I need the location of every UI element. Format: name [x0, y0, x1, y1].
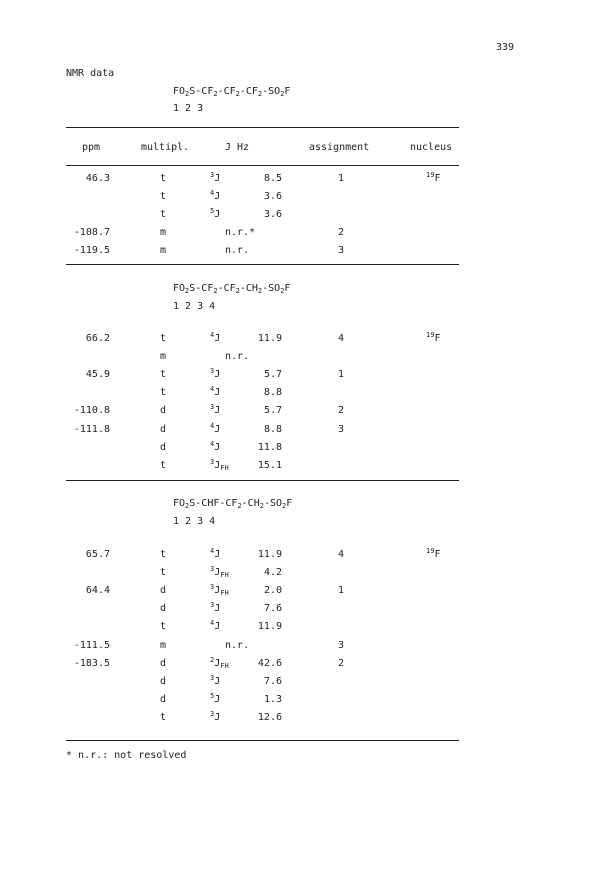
- ppm-cell: 65.7: [85, 549, 110, 560]
- ppm-cell: -183.5: [73, 657, 110, 669]
- section-title: NMR data: [66, 68, 115, 79]
- j-value-cell: 3.6: [263, 209, 282, 221]
- multiplicity-cell: d: [160, 603, 167, 615]
- formula-3: $FO_2S-CHF-CF_2-CH_2-SO_2F$: [173, 498, 293, 510]
- ppm-cell: -108.7: [73, 227, 110, 239]
- j-value-cell: 2.0: [263, 585, 282, 597]
- j-value-cell: 8.8: [263, 387, 282, 399]
- j-value-cell: 5.7: [263, 405, 282, 417]
- multiplicity-cell: t: [160, 711, 167, 723]
- coupling-cell: $^4$J: [210, 421, 221, 435]
- rule-bottom: [66, 740, 459, 741]
- multiplicity-cell: d: [160, 441, 167, 453]
- j-value-cell: 1.3: [263, 693, 282, 705]
- j-value-cell: 4.2: [263, 567, 282, 579]
- j-value-cell: 3.6: [263, 191, 282, 203]
- coupling-cell: n.r.: [225, 245, 250, 257]
- header-j: J Hz: [225, 142, 250, 153]
- coupling-cell: $^2J_{FH}$: [210, 655, 229, 670]
- formula-3-numbering: 1 2 3 4: [173, 516, 216, 527]
- coupling-cell: n.r.*: [225, 227, 256, 239]
- multiplicity-cell: t: [160, 173, 167, 184]
- assignment-cell: 4: [338, 333, 345, 344]
- assignment-cell: 1: [338, 173, 345, 184]
- multiplicity-cell: m: [160, 351, 167, 363]
- coupling-cell: $^4$J: [210, 189, 221, 203]
- coupling-cell: $^3J_{FH}$: [210, 457, 229, 472]
- assignment-cell: 3: [338, 639, 345, 651]
- coupling-cell: $^5$J: [210, 207, 221, 221]
- assignment-cell: 2: [338, 405, 345, 417]
- ppm-cell: -111.5: [73, 639, 110, 651]
- j-value-cell: 11.9: [257, 549, 282, 560]
- assignment-cell: 1: [338, 369, 345, 381]
- multiplicity-cell: d: [160, 675, 167, 687]
- rule-compound-3: [66, 480, 459, 481]
- multiplicity-cell: m: [160, 639, 167, 651]
- coupling-cell: $^4$J: [210, 331, 221, 344]
- j-value-cell: 15.1: [257, 459, 282, 471]
- header-assignment: assignment: [309, 142, 370, 153]
- multiplicity-cell: t: [160, 369, 167, 381]
- assignment-cell: 3: [338, 245, 345, 257]
- j-value-cell: 7.6: [263, 675, 282, 687]
- multiplicity-cell: d: [160, 657, 167, 669]
- coupling-cell: $^3J_{FH}$: [210, 565, 229, 580]
- multiplicity-cell: t: [160, 567, 167, 579]
- multiplicity-cell: t: [160, 209, 167, 221]
- formula-2-numbering: 1 2 3 4: [173, 301, 216, 312]
- coupling-cell: $^4$J: [210, 439, 221, 453]
- ppm-cell: -119.5: [73, 245, 110, 257]
- ppm-cell: 46.3: [85, 173, 110, 184]
- multiplicity-cell: d: [160, 585, 167, 597]
- j-value-cell: 11.9: [257, 333, 282, 344]
- ppm-cell: 45.9: [85, 369, 110, 381]
- multiplicity-cell: d: [160, 405, 167, 417]
- ppm-cell: -110.8: [73, 405, 110, 417]
- multiplicity-cell: t: [160, 333, 167, 344]
- rule-header: [66, 165, 459, 166]
- coupling-cell: $^3$J: [210, 171, 221, 184]
- assignment-cell: 3: [338, 423, 345, 435]
- rule-compound-2: [66, 264, 459, 265]
- ppm-cell: -111.8: [73, 423, 110, 435]
- footnote: * n.r.: not resolved: [66, 750, 187, 761]
- coupling-cell: $^5$J: [210, 691, 221, 705]
- ppm-cell: 66.2: [85, 333, 110, 344]
- assignment-cell: 4: [338, 549, 345, 560]
- coupling-cell: $^4$J: [210, 385, 221, 399]
- rule-top: [66, 127, 459, 128]
- j-value-cell: 42.6: [257, 657, 282, 669]
- coupling-cell: $^3$J: [210, 367, 221, 381]
- ppm-cell: 64.4: [85, 585, 110, 597]
- coupling-cell: n.r.: [225, 639, 250, 651]
- multiplicity-cell: t: [160, 459, 167, 471]
- j-value-cell: 5.7: [263, 369, 282, 381]
- header-ppm: ppm: [82, 142, 101, 153]
- multiplicity-cell: d: [160, 693, 167, 705]
- multiplicity-cell: m: [160, 227, 167, 239]
- multiplicity-cell: t: [160, 549, 167, 560]
- multiplicity-cell: t: [160, 191, 167, 203]
- j-value-cell: 8.5: [263, 173, 282, 184]
- coupling-cell: $^3$J: [210, 403, 221, 417]
- header-multiplicity: multipl.: [141, 142, 190, 153]
- nucleus-cell: $^{19}$F: [426, 547, 441, 560]
- j-value-cell: 11.9: [257, 621, 282, 633]
- multiplicity-cell: d: [160, 423, 167, 435]
- header-nucleus: nucleus: [410, 142, 453, 153]
- multiplicity-cell: t: [160, 387, 167, 399]
- nucleus-cell: $^{19}$F: [426, 331, 441, 344]
- formula-2: $FO_2S-CF_2-CF_2-CH_2-SO_2F$: [173, 283, 291, 295]
- coupling-cell: $^3$J: [210, 601, 221, 615]
- coupling-cell: n.r.: [225, 351, 250, 363]
- j-value-cell: 11.8: [257, 441, 282, 453]
- nucleus-cell: $^{19}$F: [426, 171, 441, 184]
- coupling-cell: $^3$J: [210, 673, 221, 687]
- assignment-cell: 2: [338, 657, 345, 669]
- coupling-cell: $^3$J: [210, 709, 221, 723]
- j-value-cell: 12.6: [257, 711, 282, 723]
- multiplicity-cell: m: [160, 245, 167, 257]
- assignment-cell: 1: [338, 585, 345, 597]
- j-value-cell: 8.8: [263, 423, 282, 435]
- formula-1: $FO_2S-CF_2-CF_2-CF_2-SO_2F$: [173, 86, 291, 98]
- coupling-cell: $^3J_{FH}$: [210, 583, 229, 598]
- formula-1-numbering: 1 2 3: [173, 103, 204, 114]
- multiplicity-cell: t: [160, 621, 167, 633]
- coupling-cell: $^4$J: [210, 619, 221, 633]
- page-number: 339: [496, 42, 515, 53]
- coupling-cell: $^4$J: [210, 547, 221, 560]
- j-value-cell: 7.6: [263, 603, 282, 615]
- assignment-cell: 2: [338, 227, 345, 239]
